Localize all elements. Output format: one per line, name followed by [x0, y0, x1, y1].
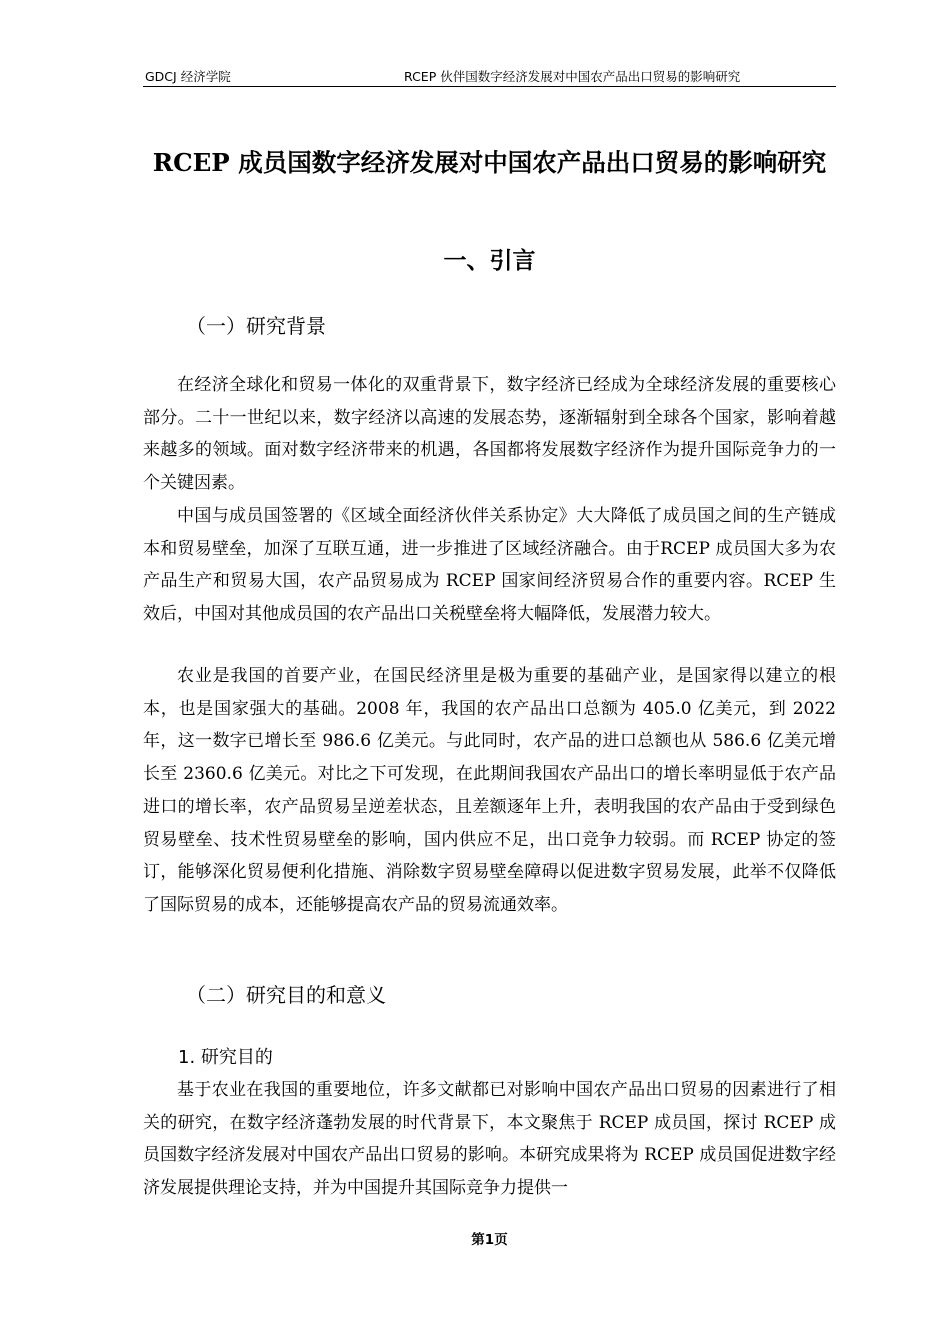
item-heading-research-purpose: 1. 研究目的 — [178, 1047, 273, 1068]
paragraph-3: 农业是我国的首要产业，在国民经济里是极为重要的基础产业，是国家得以建立的根本，也是国家强大的基础。2008 年，我国的农产品出口总额为 405.0 亿美元，到 2022 年，这一数字已增长至 986.6 亿美元。与此同时，农产品的进口总额也从 586.6 亿美元增长至 2360.6 亿美元。对比之下可发现，在此期间我国农产品出口的增长率明显低于农产品进口的增长率，农产品贸易呈逆差状态，且差额逐年上升，表明我国的农产品由于受到绿色贸易壁垒、技术性贸易壁垒的影响，国内供应不足，出口竞争力较弱。而 RCEP 协定的签订，能够深化贸易便利化措施、消除数字贸易壁垒障碍以促进数字贸易发展，此举不仅降低了国际贸易的成本，还能够提高农产品的贸易流通效率。 — [143, 666, 836, 915]
paragraph-2: 中国与成员国签署的《区域全面经济伙伴关系协定》大大降低了成员国之间的生产链成本和贸易壁垒，加深了互联互通，进一步推进了区域经济融合。由于RCEP 成员国大多为农产品生产和贸易大国，农产品贸易成为 RCEP 国家间经济贸易合作的重要内容。RCEP 生效后，中国对其他成员国的农产品出口关税壁垒将大幅降低，发展潜力较大。 — [143, 506, 836, 625]
subsection-heading-background: （一）研究背景 — [186, 314, 326, 338]
section-heading-introduction: 一、引言 — [443, 248, 536, 274]
document-title: RCEP 成员国数字经济发展对中国农产品出口贸易的影响研究 — [152, 148, 827, 177]
page-number: 第1页 — [471, 1232, 508, 1248]
page-header — [143, 68, 836, 87]
header-running-title: RCEP 伙伴国数字经济发展对中国农产品出口贸易的影响研究 — [404, 69, 741, 84]
subsection-heading-purpose-significance: （二）研究目的和意义 — [186, 983, 386, 1007]
paragraph-4: 基于农业在我国的重要地位，许多文献都已对影响中国农产品出口贸易的因素进行了相关的研究，在数字经济蓬勃发展的时代背景下，本文聚焦于 RCEP 成员国，探讨 RCEP 成员国数字经济发展对中国农产品出口贸易的影响。本研究成果将为 RCEP 成员国促进数字经济发展提供理论支持，并为中国提升其国际竞争力提供一 — [143, 1080, 836, 1199]
header-school: GDCJ 经济学院 — [145, 69, 231, 84]
paragraph-1: 在经济全球化和贸易一体化的双重背景下，数字经济已经成为全球经济发展的重要核心部分。二十一世纪以来，数字经济以高速的发展态势，逐渐辐射到全球各个国家，影响着越来越多的领域。面对数字经济带来的机遇，各国都将发展数字经济作为提升国际竞争力的一个关键因素。 — [143, 375, 836, 494]
